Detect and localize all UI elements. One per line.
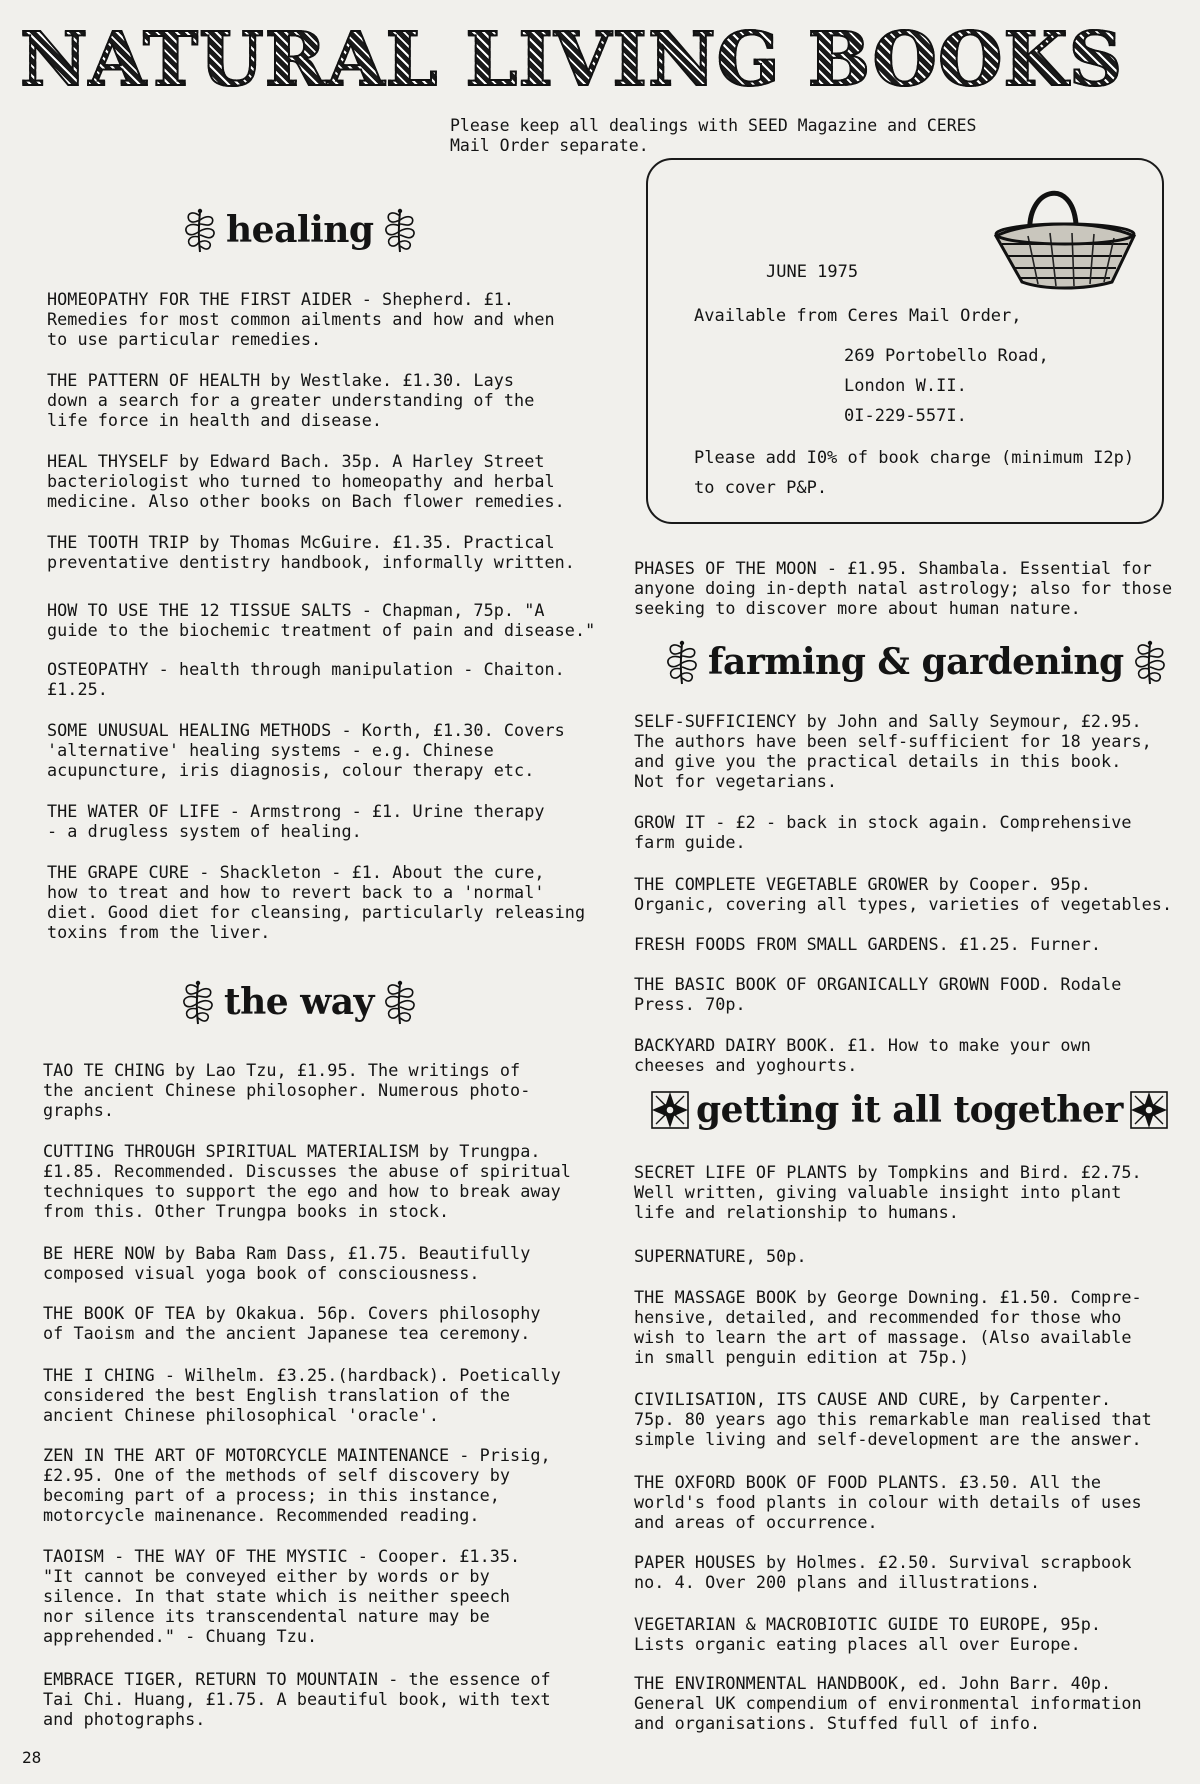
star-ornament-icon [1127,1086,1171,1134]
book-entry: THE OXFORD BOOK OF FOOD PLANTS. £3.50. All the world's food plants in colour with details of uses and areas of occurrence. [634,1472,1142,1532]
order-date: JUNE 1975 [766,262,859,282]
fern-ornament-icon [1128,638,1172,686]
section-title-farming-gardening [660,638,1172,686]
book-entry: HEAL THYSELF by Edward Bach. 35p. A Harley Street bacteriologist who turned to homeopathy and herbal medicine. Also other books on Bach flower remedies. [47,451,565,511]
book-entry: THE GRAPE CURE - Shackleton - £1. About the cure, how to treat and how to revert back to a 'normal' diet. Good diet for cleansing, particularly releasing toxins from the liver. [47,862,586,942]
book-entry: PHASES OF THE MOON - £1.95. Shambala. Essential for anyone doing in-depth natal astrology; also for those seeking to discover more about human nature. [634,558,1173,618]
book-entry: TAO TE CHING by Lao Tzu, £1.95. The writings of the ancient Chinese philosopher. Numerous photo- graphs. [43,1060,531,1120]
book-entry: CUTTING THROUGH SPIRITUAL MATERIALISM by Trungpa. £1.85. Recommended. Discusses the abuse of spiritual techniques to support the ego and how to break away from this. Other Trungpa books in stock. [43,1141,571,1221]
fern-ornament-icon [176,978,220,1026]
book-entry: BE HERE NOW by Baba Ram Dass, £1.75. Beautifully composed visual yoga book of consciousness. [43,1243,531,1283]
book-entry: VEGETARIAN & MACROBIOTIC GUIDE TO EUROPE, 95p. Lists organic eating places all over Europe. [634,1614,1102,1654]
book-entry: SECRET LIFE OF PLANTS by Tompkins and Bird. £2.75. Well written, giving valuable insight into plant life and relationship to humans. [634,1162,1142,1222]
order-address-city: London W.II. [844,376,967,396]
book-entry: TAOISM - THE WAY OF THE MYSTIC - Cooper. £1.35. "It cannot be conveyed either by words or by silence. In that state which is neither speech nor silence its transcendental nature may be apprehended." - Chuang Tzu. [43,1546,521,1646]
book-entry: GROW IT - £2 - back in stock again. Comprehensive farm guide. [634,812,1132,852]
book-entry: THE WATER OF LIFE - Armstrong - £1. Urine therapy - a drugless system of healing. [47,801,545,841]
section-title-text: farming & gardening [708,641,1124,683]
order-address-street: 269 Portobello Road, [844,346,1049,366]
book-entry: BACKYARD DAIRY BOOK. £1. How to make your own cheeses and yoghourts. [634,1035,1091,1075]
book-entry: EMBRACE TIGER, RETURN TO MOUNTAIN - the essence of Tai Chi. Huang, £1.75. A beautiful book, with text and photographs. [43,1669,551,1729]
book-entry: SELF-SUFFICIENCY by John and Sally Seymour, £2.95. The authors have been self-sufficient for 18 years, and give you the practical details in this book. Not for vegetarians. [634,711,1152,791]
section-title-the-way [176,978,422,1026]
section-title-text: the way [224,981,374,1023]
book-entry: THE BOOK OF TEA by Okakua. 56p. Covers philosophy of Taoism and the ancient Japanese tea ceremony. [43,1303,541,1343]
book-entry: SOME UNUSUAL HEALING METHODS - Korth, £1.30. Covers 'alternative' healing systems - e.g. Chinese acupuncture, iris diagnosis, colour therapy etc. [47,720,565,780]
book-entry: CIVILISATION, ITS CAUSE AND CURE, by Carpenter. 75p. 80 years ago this remarkable man realised that simple living and self-development are the answer. [634,1389,1152,1449]
section-title-healing [178,206,422,254]
book-entry: PAPER HOUSES by Holmes. £2.50. Survival scrapbook no. 4. Over 200 plans and illustrations. [634,1552,1132,1592]
book-entry: SUPERNATURE, 50p. [634,1246,807,1266]
fern-ornament-icon [378,978,422,1026]
book-entry: FRESH FOODS FROM SMALL GARDENS. £1.25. Furner. [634,934,1102,954]
book-entry: HOW TO USE THE 12 TISSUE SALTS - Chapman, 75p. "A guide to the biochemic treatment of pain and disease." [47,600,596,640]
book-entry: ZEN IN THE ART OF MOTORCYCLE MAINTENANCE - Prisig, £2.95. One of the methods of self discovery by becoming part of a process; in this instance, motorcycle mainenance. Recommended reading. [43,1445,551,1525]
book-entry: OSTEOPATHY - health through manipulation - Chaiton. £1.25. [47,659,565,699]
section-title-text: healing [226,209,374,251]
book-entry: HOMEOPATHY FOR THE FIRST AIDER - Shepherd. £1. Remedies for most common ailments and how and when to use particular remedies. [47,289,555,349]
book-entry: THE I CHING - Wilhelm. £3.25.(hardback). Poetically considered the best English translation of the ancient Chinese philosophical 'oracle'. [43,1365,561,1425]
ceres-order-box [646,158,1164,524]
section-title-getting-it-all-together [648,1086,1171,1134]
mail-order-notice: Please keep all dealings with SEED Magazine and CERES Mail Order separate. [450,116,977,155]
star-ornament-icon [648,1086,692,1134]
page-number: 28 [22,1748,42,1767]
order-charge-line-1: Please add I0% of book charge (minimum I2p) [694,448,1135,468]
fern-ornament-icon [378,206,422,254]
fern-ornament-icon [178,206,222,254]
book-entry: THE ENVIRONMENTAL HANDBOOK, ed. John Barr. 40p. General UK compendium of environmental information and organisations. Stuffed full of info. [634,1673,1142,1733]
book-entry: THE COMPLETE VEGETABLE GROWER by Cooper. 95p. Organic, covering all types, varieties of vegetables. [634,874,1173,914]
book-entry: THE MASSAGE BOOK by George Downing. £1.50. Compre- hensive, detailed, and recommended for those who wish to learn the art of massage. (Also available in small penguin edition at 75p.) [634,1287,1142,1367]
masthead-title: NATURAL LIVING BOOKS [20,18,1180,102]
section-title-text: getting it all together [696,1089,1123,1131]
basket-illustration [988,178,1138,290]
book-entry: THE BASIC BOOK OF ORGANICALLY GROWN FOOD. Rodale Press. 70p. [634,974,1122,1014]
book-entry: THE TOOTH TRIP by Thomas McGuire. £1.35. Practical preventative dentistry handbook, informally written. [47,532,575,572]
fern-ornament-icon [660,638,704,686]
book-entry: THE PATTERN OF HEALTH by Westlake. £1.30. Lays down a search for a greater understanding of the life force in health and disease. [47,370,535,430]
order-charge-line-2: to cover P&P. [694,478,828,498]
order-available: Available from Ceres Mail Order, [694,306,1022,326]
order-phone: 0I-229-557I. [844,406,967,426]
